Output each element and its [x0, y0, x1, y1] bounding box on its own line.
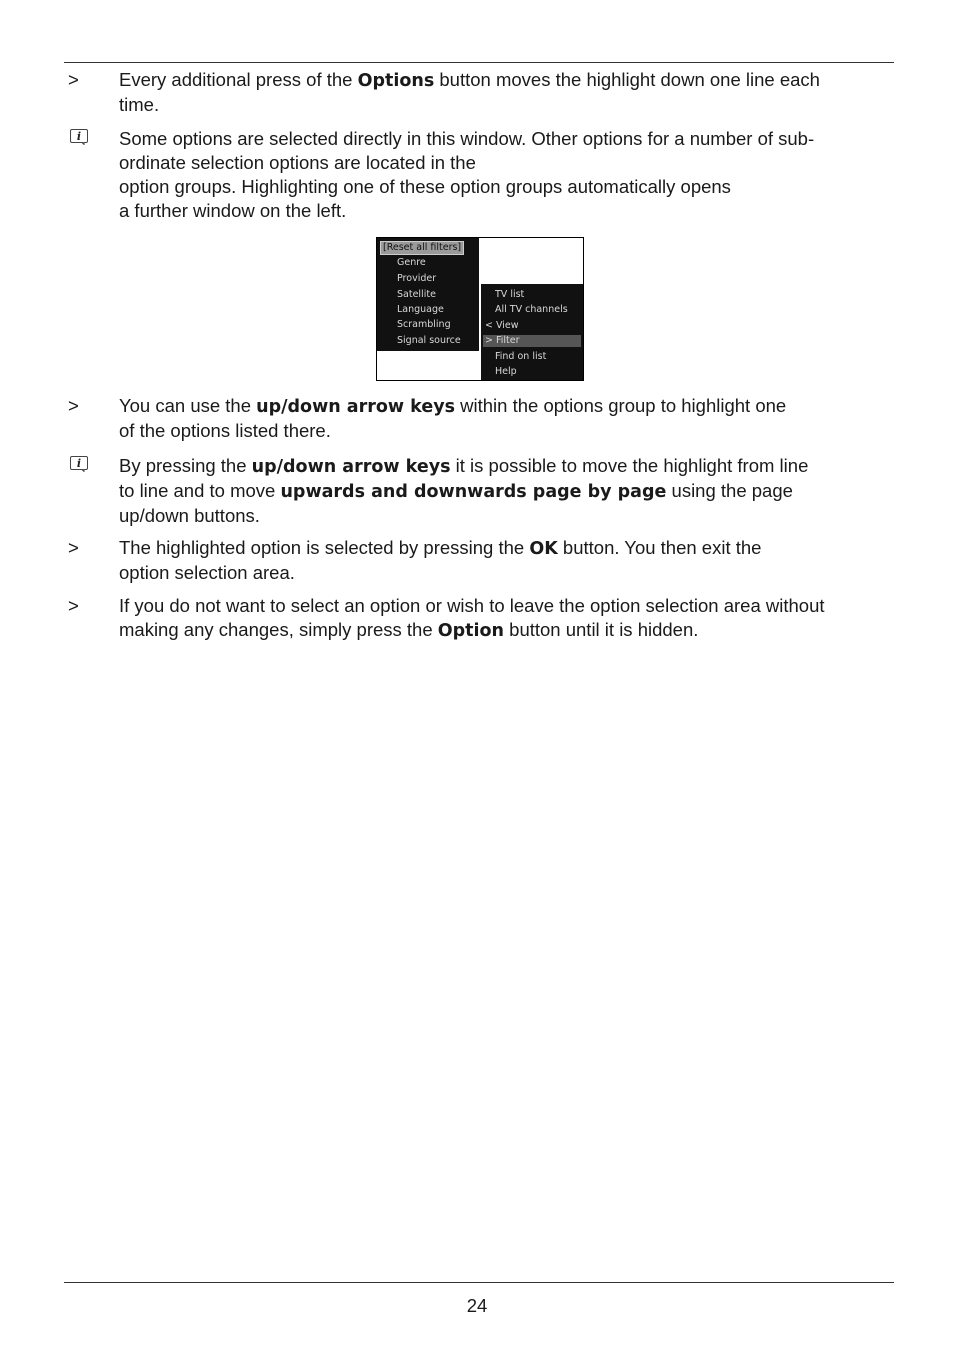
menu-item-signal-source: Signal source: [397, 335, 461, 346]
step-options-press: [64, 68, 894, 116]
text-line: Every additional press of the Options button moves the highlight down one line each: [119, 69, 820, 91]
text-line: By pressing the up/down arrow keys it is possible to move the highlight from line: [119, 455, 809, 477]
text-line: Some options are selected directly in this window. Other options for a number of sub-: [119, 128, 815, 149]
info-note-option-groups: [64, 127, 894, 223]
options-menu-screenshot: [376, 237, 584, 381]
right-options-panel: [481, 284, 584, 381]
text-line: of the options listed there.: [119, 420, 331, 441]
text-line: If you do not want to select an option or wish to leave the option selection area without: [119, 595, 825, 616]
step-text: [119, 594, 894, 643]
info-text: [119, 127, 894, 223]
info-note-icon: [70, 456, 88, 472]
text-line: option selection area.: [119, 562, 295, 583]
text-line: a further window on the left.: [119, 200, 347, 221]
text-line: time.: [119, 94, 160, 115]
text-line: up/down buttons.: [119, 505, 260, 526]
step-text: [119, 394, 894, 443]
step-text: [119, 536, 894, 585]
menu-item-genre: Genre: [397, 257, 426, 268]
step-marker: >: [68, 395, 79, 416]
menu-item-filter: > Filter: [483, 335, 581, 347]
step-arrow-keys: [64, 394, 894, 442]
menu-item-satellite: Satellite: [397, 289, 436, 300]
menu-item-scrambling: Scrambling: [397, 319, 451, 330]
svg-text:i: i: [76, 457, 82, 470]
menu-item-help: Help: [495, 366, 517, 377]
text-line: The highlighted option is selected by pressing the OK button. You then exit the: [119, 537, 762, 559]
menu-item-tv-list: TV list: [495, 289, 525, 300]
footer-rule: [64, 1282, 894, 1283]
menu-item-find-on-list: Find on list: [495, 351, 547, 362]
text-line: ordinate selection options are located in the: [119, 152, 476, 173]
menu-item-reset-filters: [Reset all filters]: [380, 241, 464, 255]
menu-item-all-tv-channels: All TV channels: [495, 304, 568, 315]
step-marker: >: [68, 595, 79, 616]
text-line: option groups. Highlighting one of these option groups automatically opens: [119, 176, 731, 197]
info-note-icon: [70, 129, 88, 145]
left-options-panel: [377, 238, 479, 351]
menu-item-provider: Provider: [397, 273, 437, 284]
text-line: You can use the up/down arrow keys within the options group to highlight one: [119, 395, 787, 417]
svg-text:i: i: [76, 130, 82, 143]
page-number: 24: [466, 1295, 488, 1316]
menu-item-language: Language: [397, 304, 444, 315]
text-line: to line and to move upwards and downwards page by page using the page: [119, 480, 793, 502]
step-text: [119, 68, 894, 117]
step-exit-option: [64, 594, 894, 642]
step-ok-button: [64, 536, 894, 584]
info-text: [119, 454, 894, 528]
info-note-page-navigation: [64, 454, 894, 526]
header-rule: [64, 62, 894, 63]
text-line: making any changes, simply press the Option button until it is hidden.: [119, 619, 699, 641]
step-marker: >: [68, 69, 79, 90]
menu-item-view: < View: [485, 320, 519, 331]
step-marker: >: [68, 537, 79, 558]
